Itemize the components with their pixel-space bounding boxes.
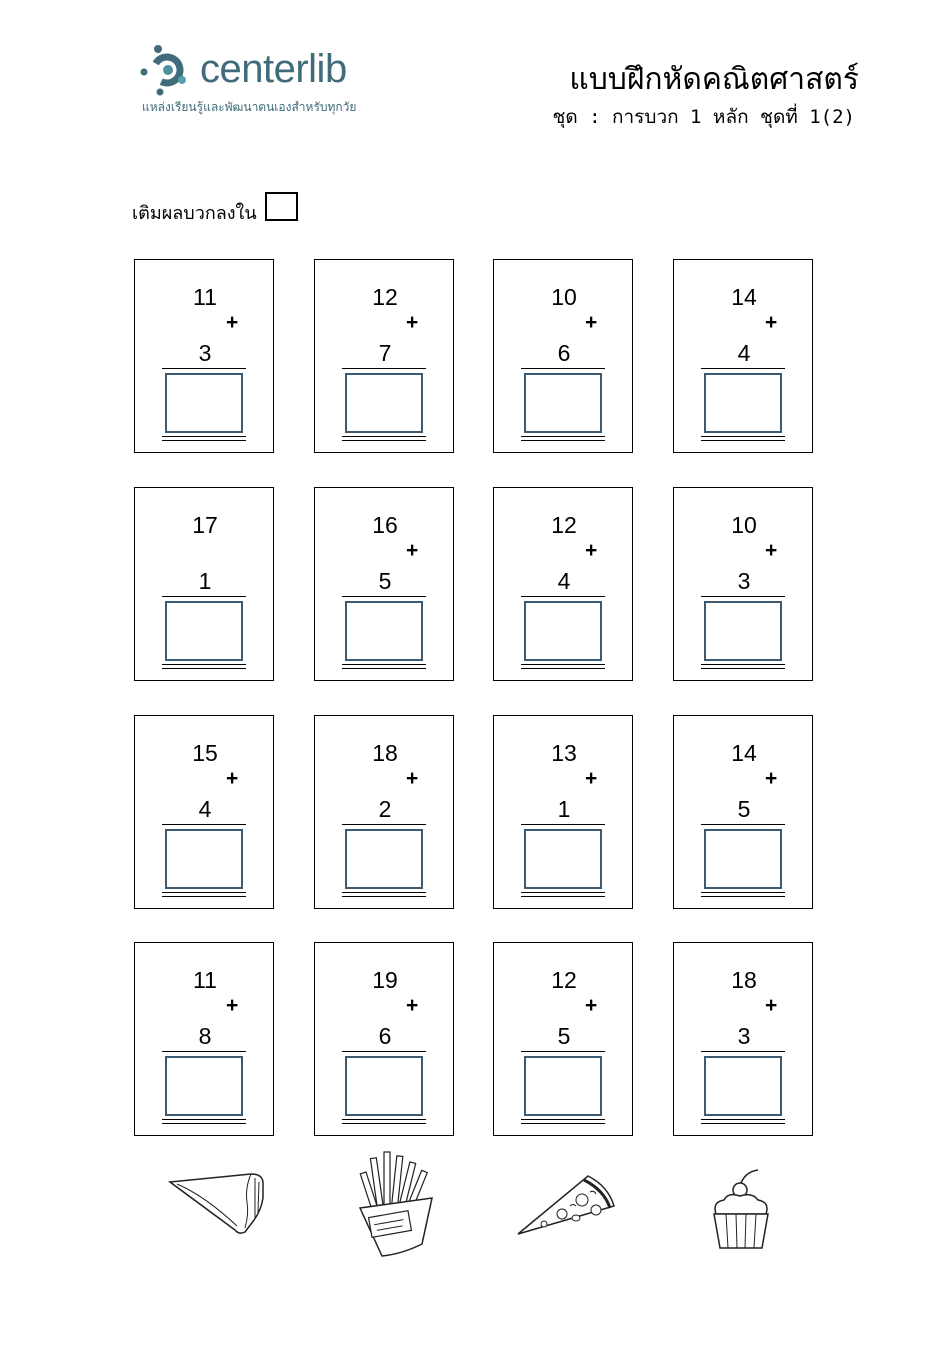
- pizza-slice-icon: [512, 1168, 620, 1244]
- problem-card: [314, 487, 454, 681]
- sum-line: [521, 596, 605, 597]
- addend-top: 12: [551, 967, 577, 993]
- problem-card: [673, 259, 813, 453]
- double-underline: [701, 664, 785, 665]
- double-underline: [342, 436, 426, 437]
- double-underline: [342, 892, 426, 893]
- addend-top: 14: [731, 740, 757, 766]
- addend-bottom: 4: [557, 568, 571, 594]
- sum-line: [521, 368, 605, 369]
- double-underline: [342, 896, 426, 897]
- addend-bottom: 3: [737, 568, 751, 594]
- answer-box[interactable]: [345, 601, 423, 661]
- plus-sign: +: [765, 767, 778, 790]
- sum-line: [342, 824, 426, 825]
- addend-top: 12: [372, 284, 398, 310]
- problem-card: [134, 259, 274, 453]
- problem-card: [314, 942, 454, 1136]
- plus-sign: +: [226, 311, 239, 334]
- addend-bottom: 6: [557, 340, 571, 366]
- addend-top: 10: [731, 512, 757, 538]
- problem-card: [314, 259, 454, 453]
- double-underline: [342, 440, 426, 441]
- double-underline: [162, 896, 246, 897]
- addend-bottom: 5: [737, 796, 751, 822]
- addend-bottom: 1: [557, 796, 571, 822]
- pie-slice-icon: [165, 1168, 267, 1238]
- problem-card: [134, 715, 274, 909]
- sum-line: [162, 1051, 246, 1052]
- plus-sign: +: [585, 539, 598, 562]
- double-underline: [342, 664, 426, 665]
- addend-bottom: 2: [378, 796, 392, 822]
- addend-bottom: 4: [737, 340, 751, 366]
- double-underline: [521, 1123, 605, 1124]
- double-underline: [701, 1123, 785, 1124]
- double-underline: [521, 436, 605, 437]
- answer-box[interactable]: [524, 1056, 602, 1116]
- instruction-box-icon: [265, 192, 298, 221]
- double-underline: [342, 668, 426, 669]
- answer-box[interactable]: [524, 829, 602, 889]
- addend-bottom: 6: [378, 1023, 392, 1049]
- sum-line: [521, 824, 605, 825]
- problem-card: [673, 487, 813, 681]
- double-underline: [701, 668, 785, 669]
- addend-top: 15: [192, 740, 218, 766]
- addend-top: 12: [551, 512, 577, 538]
- addend-top: 13: [551, 740, 577, 766]
- logo-tagline: แหล่งเรียนรู้และพัฒนาตนเองสำหรับทุกวัย: [142, 100, 357, 114]
- addend-bottom: 1: [198, 568, 212, 594]
- double-underline: [701, 436, 785, 437]
- plus-sign: +: [765, 539, 778, 562]
- sum-line: [701, 824, 785, 825]
- double-underline: [521, 896, 605, 897]
- sum-line: [701, 1051, 785, 1052]
- plus-sign: +: [226, 994, 239, 1017]
- sum-line: [342, 1051, 426, 1052]
- double-underline: [162, 1123, 246, 1124]
- sum-line: [342, 596, 426, 597]
- sum-line: [701, 368, 785, 369]
- addend-top: 18: [731, 967, 757, 993]
- plus-sign: +: [765, 994, 778, 1017]
- double-underline: [521, 668, 605, 669]
- cupcake-icon: [706, 1166, 776, 1252]
- answer-box[interactable]: [345, 373, 423, 433]
- answer-box[interactable]: [524, 601, 602, 661]
- answer-box[interactable]: [165, 1056, 243, 1116]
- addend-bottom: 3: [737, 1023, 751, 1049]
- answer-box[interactable]: [345, 829, 423, 889]
- plus-sign: +: [585, 311, 598, 334]
- double-underline: [162, 668, 246, 669]
- answer-box[interactable]: [165, 601, 243, 661]
- addend-top: 11: [193, 284, 217, 310]
- problem-card: [493, 487, 633, 681]
- instruction-text: เติมผลบวกลงใน: [132, 203, 257, 224]
- double-underline: [521, 892, 605, 893]
- double-underline: [701, 896, 785, 897]
- addend-bottom: 8: [198, 1023, 212, 1049]
- centerlib-logo: [140, 40, 400, 120]
- sum-line: [342, 368, 426, 369]
- double-underline: [162, 892, 246, 893]
- addend-top: 16: [372, 512, 398, 538]
- problem-card: [134, 942, 274, 1136]
- french-fries-icon: [352, 1148, 442, 1260]
- addend-top: 17: [192, 512, 218, 538]
- sum-line: [521, 1051, 605, 1052]
- sum-line: [162, 596, 246, 597]
- answer-box[interactable]: [704, 1056, 782, 1116]
- plus-sign: +: [585, 994, 598, 1017]
- plus-sign: +: [406, 311, 419, 334]
- answer-box[interactable]: [524, 373, 602, 433]
- double-underline: [701, 1119, 785, 1120]
- answer-box[interactable]: [704, 601, 782, 661]
- problem-card: [134, 487, 274, 681]
- plus-sign: +: [406, 994, 419, 1017]
- answer-box[interactable]: [165, 829, 243, 889]
- page-subtitle: ชุด : การบวก 1 หลัก ชุดที่ 1(2): [552, 106, 855, 128]
- double-underline: [162, 440, 246, 441]
- double-underline: [521, 1119, 605, 1120]
- problem-card: [314, 715, 454, 909]
- addend-bottom: 4: [198, 796, 212, 822]
- addend-bottom: 5: [557, 1023, 571, 1049]
- addend-top: 19: [372, 967, 398, 993]
- problem-card: [493, 715, 633, 909]
- addend-bottom: 7: [378, 340, 392, 366]
- addend-bottom: 3: [198, 340, 212, 366]
- addend-top: 10: [551, 284, 577, 310]
- plus-sign: +: [226, 767, 239, 790]
- page-title: แบบฝึกหัดคณิตศาสตร์: [569, 62, 859, 97]
- sum-line: [162, 824, 246, 825]
- addend-top: 11: [193, 967, 217, 993]
- logo-wordmark: centerlib: [200, 47, 347, 91]
- double-underline: [521, 664, 605, 665]
- double-underline: [162, 436, 246, 437]
- problem-card: [493, 259, 633, 453]
- double-underline: [342, 1123, 426, 1124]
- double-underline: [342, 1119, 426, 1120]
- double-underline: [521, 440, 605, 441]
- sum-line: [162, 368, 246, 369]
- problem-card: [493, 942, 633, 1136]
- plus-sign: +: [406, 539, 419, 562]
- problem-card: [673, 715, 813, 909]
- sum-line: [701, 596, 785, 597]
- plus-sign: +: [765, 311, 778, 334]
- double-underline: [162, 1119, 246, 1120]
- double-underline: [701, 440, 785, 441]
- addend-top: 14: [731, 284, 757, 310]
- plus-sign: +: [406, 767, 419, 790]
- problem-card: [673, 942, 813, 1136]
- logo-mark-icon: [140, 42, 194, 96]
- addend-bottom: 5: [378, 568, 392, 594]
- plus-sign: +: [585, 767, 598, 790]
- double-underline: [701, 892, 785, 893]
- addend-top: 18: [372, 740, 398, 766]
- double-underline: [162, 664, 246, 665]
- instruction: [132, 198, 298, 227]
- answer-box[interactable]: [345, 1056, 423, 1116]
- answer-box[interactable]: [704, 373, 782, 433]
- answer-box[interactable]: [165, 373, 243, 433]
- answer-box[interactable]: [704, 829, 782, 889]
